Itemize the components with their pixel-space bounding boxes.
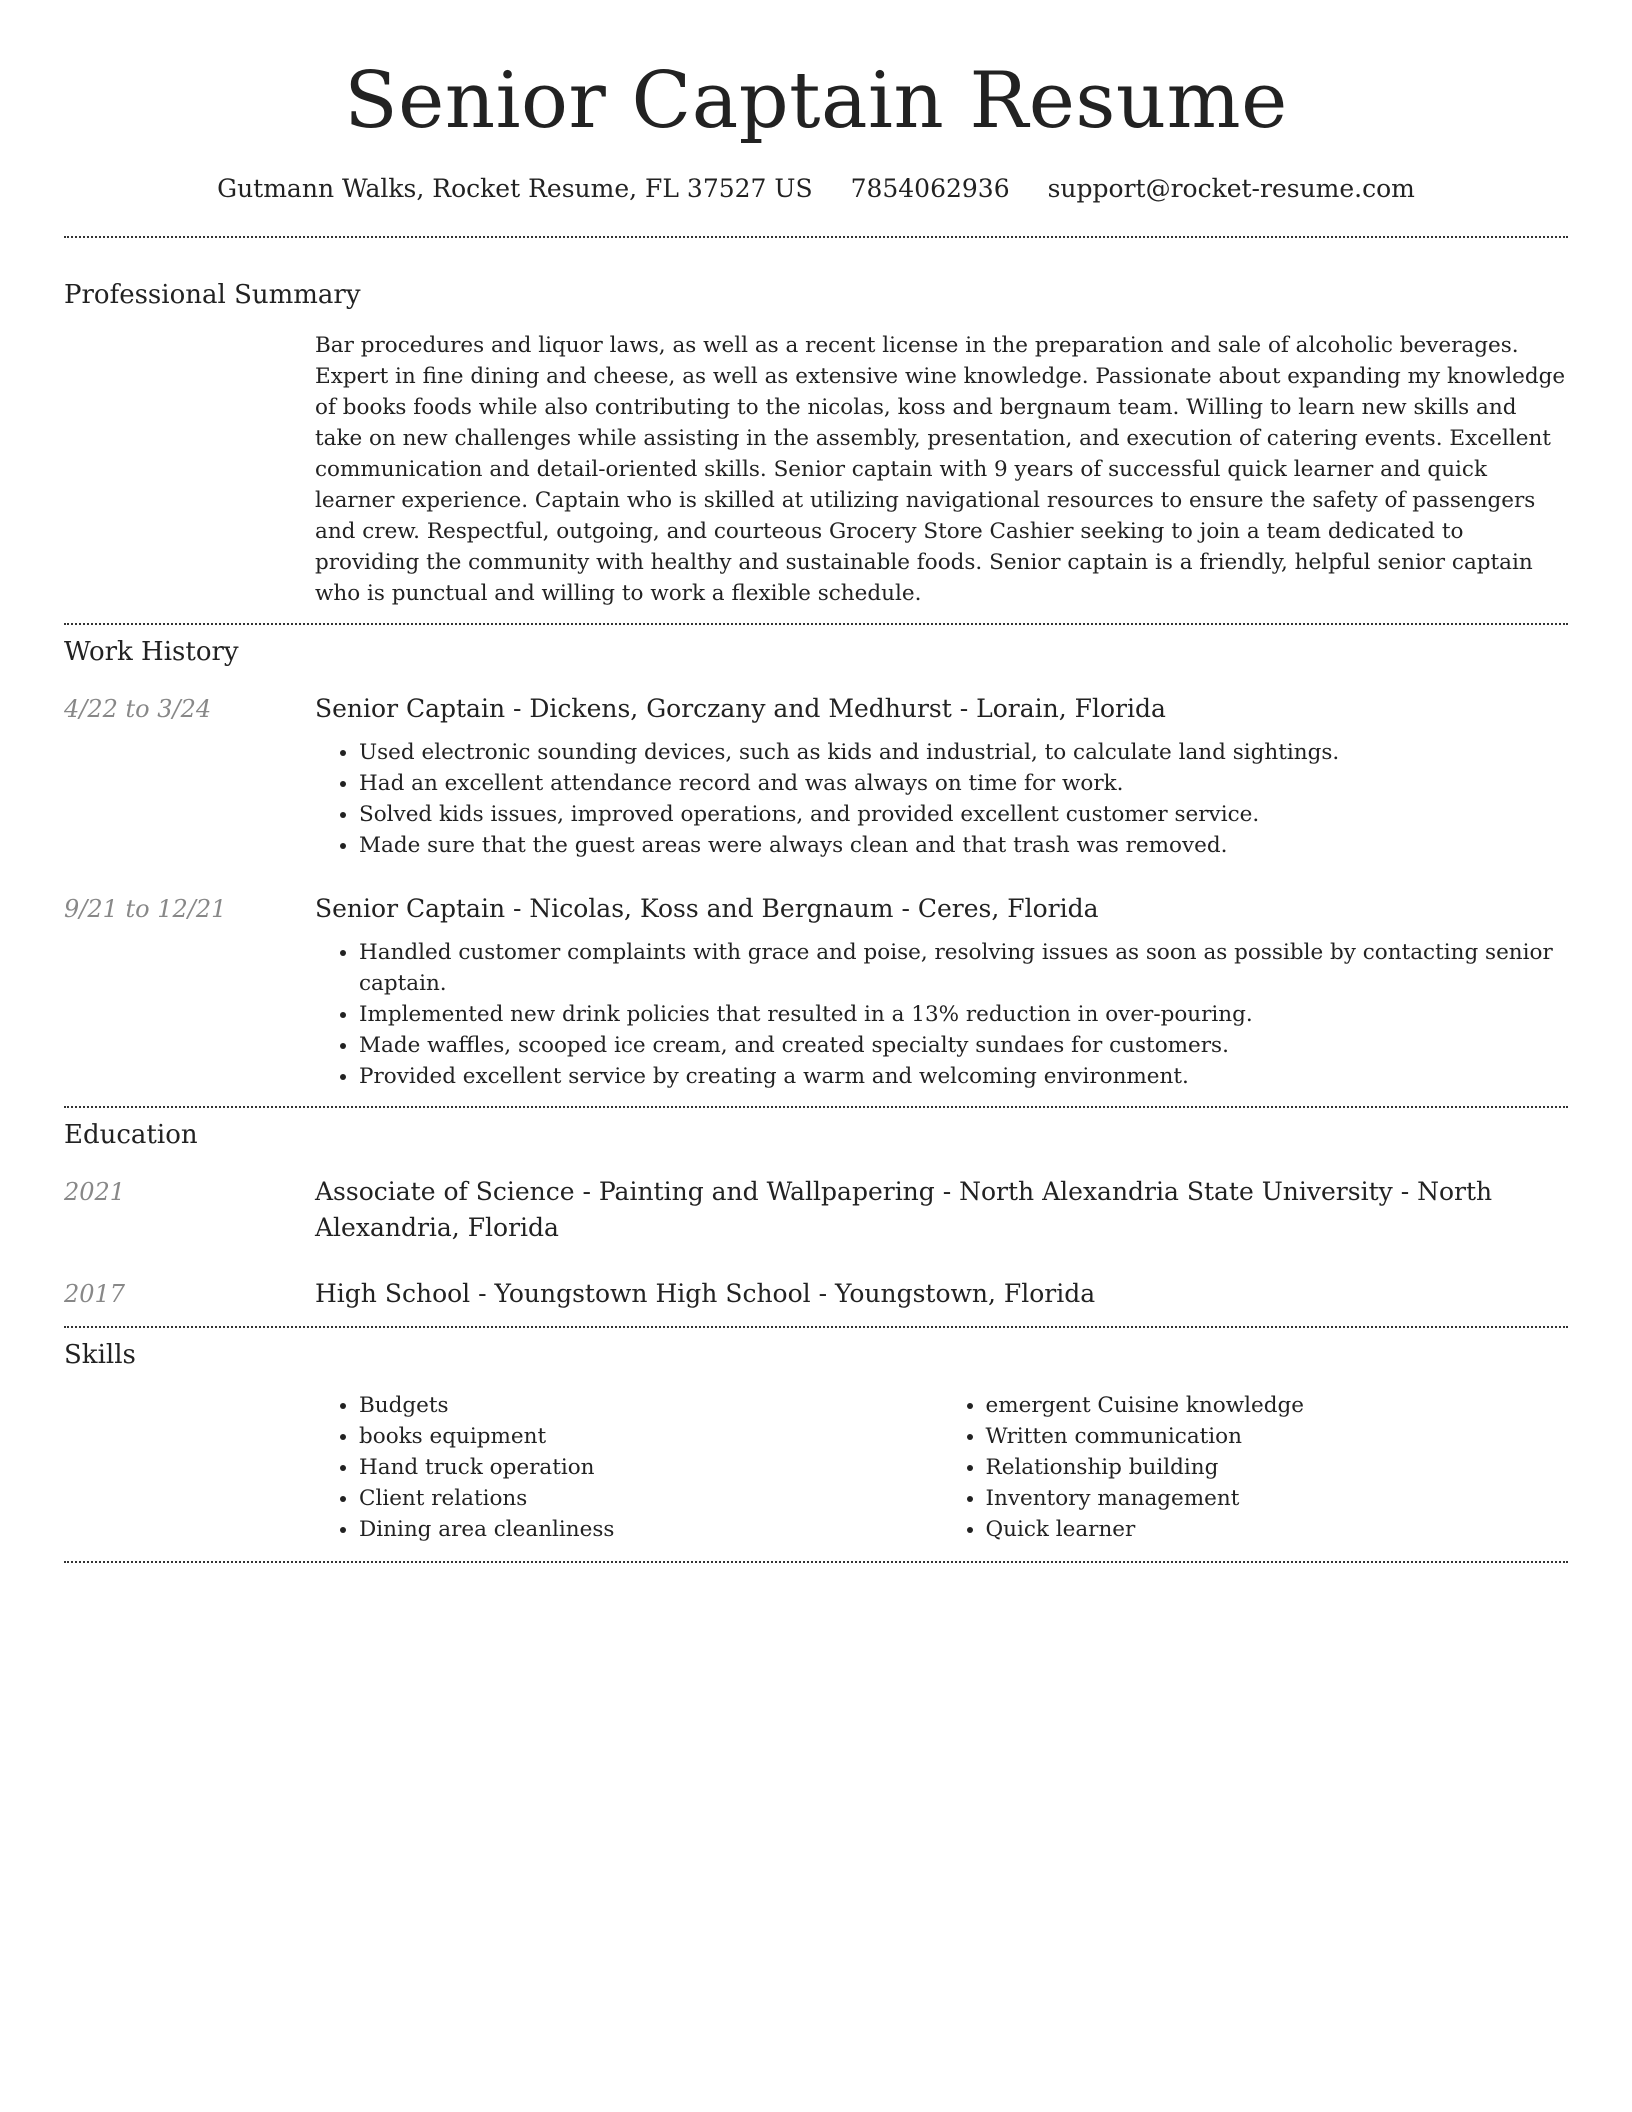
job-entry (64, 891, 1568, 1092)
list-item: • Solved kids issues, improved operations, and provided excellent customer service. (359, 799, 1568, 830)
job-bullets (315, 737, 1568, 861)
list-item: • Had an excellent attendance record and was always on time for work. (359, 768, 1568, 799)
list-item: • Implemented new drink policies that resulted in a 13% reduction in over-pouring. (359, 999, 1568, 1030)
summary-text: Bar procedures and liquor laws, as well as a recent license in the preparation and sale of alcoholic beverages. Expert in fine dining and cheese, as well as extensive wine knowledge. Passionate about expanding my knowledge of books foods while also contributing to the nicolas, koss and bergnaum team. Willing to learn new skills and take on new challenges while assisting in the assembly, presentation, and execution of catering events. Excellent communication and detail-oriented skills. Senior captain with 9 years of successful quick learner and quick learner experience. Captain who is skilled at utilizing navigational resources to ensure the safety of passengers and crew. Respectful, outgoing, and courteous Grocery Store Cashier seeking to join a team dedicated to providing the community with healthy and sustainable foods. Senior captain is a friendly, helpful senior captain who is punctual and willing to work a flexible schedule. (315, 333, 1566, 606)
work-history-section (64, 625, 1568, 1106)
skill-item: • Relationship building (986, 1452, 1569, 1483)
job-heading: Senior Captain - Dickens, Gorczany and Medhurst - Lorain, Florida (315, 694, 1166, 723)
skill-item: • Dining area cleanliness (359, 1514, 942, 1545)
list-item: • Made waffles, scooped ice cream, and created specialty sundaes for customers. (359, 1030, 1568, 1061)
list-item: • Made sure that the guest areas were always clean and that trash was removed. (359, 830, 1568, 861)
skill-item: • books equipment (359, 1421, 942, 1452)
education-heading: Education (64, 1120, 198, 1150)
job-dates: 9/21 to 12/21 (64, 895, 227, 923)
job-dates: 4/22 to 3/24 (64, 695, 212, 723)
skill-item: • Hand truck operation (359, 1452, 942, 1483)
contact-phone: 7854062936 (850, 174, 1010, 203)
job-heading: Senior Captain - Nicolas, Koss and Bergnaum - Ceres, Florida (315, 894, 1099, 923)
education-heading-text: Associate of Science - Painting and Wallpapering - North Alexandria State University - North Alexandria, Florida (315, 1177, 1493, 1242)
resume-header (64, 0, 1568, 206)
skills-section (64, 1328, 1568, 1561)
education-heading-text: High School - Youngstown High School - Youngstown, Florida (315, 1279, 1096, 1308)
summary-heading: Professional Summary (64, 280, 361, 310)
skill-item: • Written communication (986, 1421, 1569, 1452)
list-item: • Provided excellent service by creating a warm and welcoming environment. (359, 1061, 1568, 1092)
skill-item: • Inventory management (986, 1483, 1569, 1514)
job-entry (64, 691, 1568, 861)
skill-item: • emergent Cuisine knowledge (986, 1390, 1569, 1421)
list-item: • Used electronic sounding devices, such as kids and industrial, to calculate land sightings. (359, 737, 1568, 768)
skill-item: • Budgets (359, 1390, 942, 1421)
education-year: 2017 (64, 1280, 126, 1308)
skills-list-right (942, 1390, 1569, 1545)
contact-address: Gutmann Walks, Rocket Resume, FL 37527 US (217, 174, 813, 203)
skill-item: • Client relations (359, 1483, 942, 1514)
job-bullets (315, 937, 1568, 1092)
skill-item: • Quick learner (986, 1514, 1569, 1545)
section-divider (64, 1561, 1568, 1563)
education-entry (64, 1174, 1568, 1246)
skills-list-left (315, 1390, 942, 1545)
list-item: • Handled customer complaints with grace and poise, resolving issues as soon as possible by contacting senior captain. (359, 937, 1568, 999)
education-section (64, 1108, 1568, 1326)
education-year: 2021 (64, 1178, 126, 1206)
skills-heading: Skills (64, 1340, 136, 1370)
work-history-heading: Work History (64, 637, 239, 667)
contact-line (64, 172, 1568, 206)
summary-section (64, 238, 1568, 623)
resume-title: Senior Captain Resume (344, 56, 1288, 146)
education-entry (64, 1276, 1568, 1312)
contact-email: support@rocket-resume.com (1047, 174, 1415, 203)
